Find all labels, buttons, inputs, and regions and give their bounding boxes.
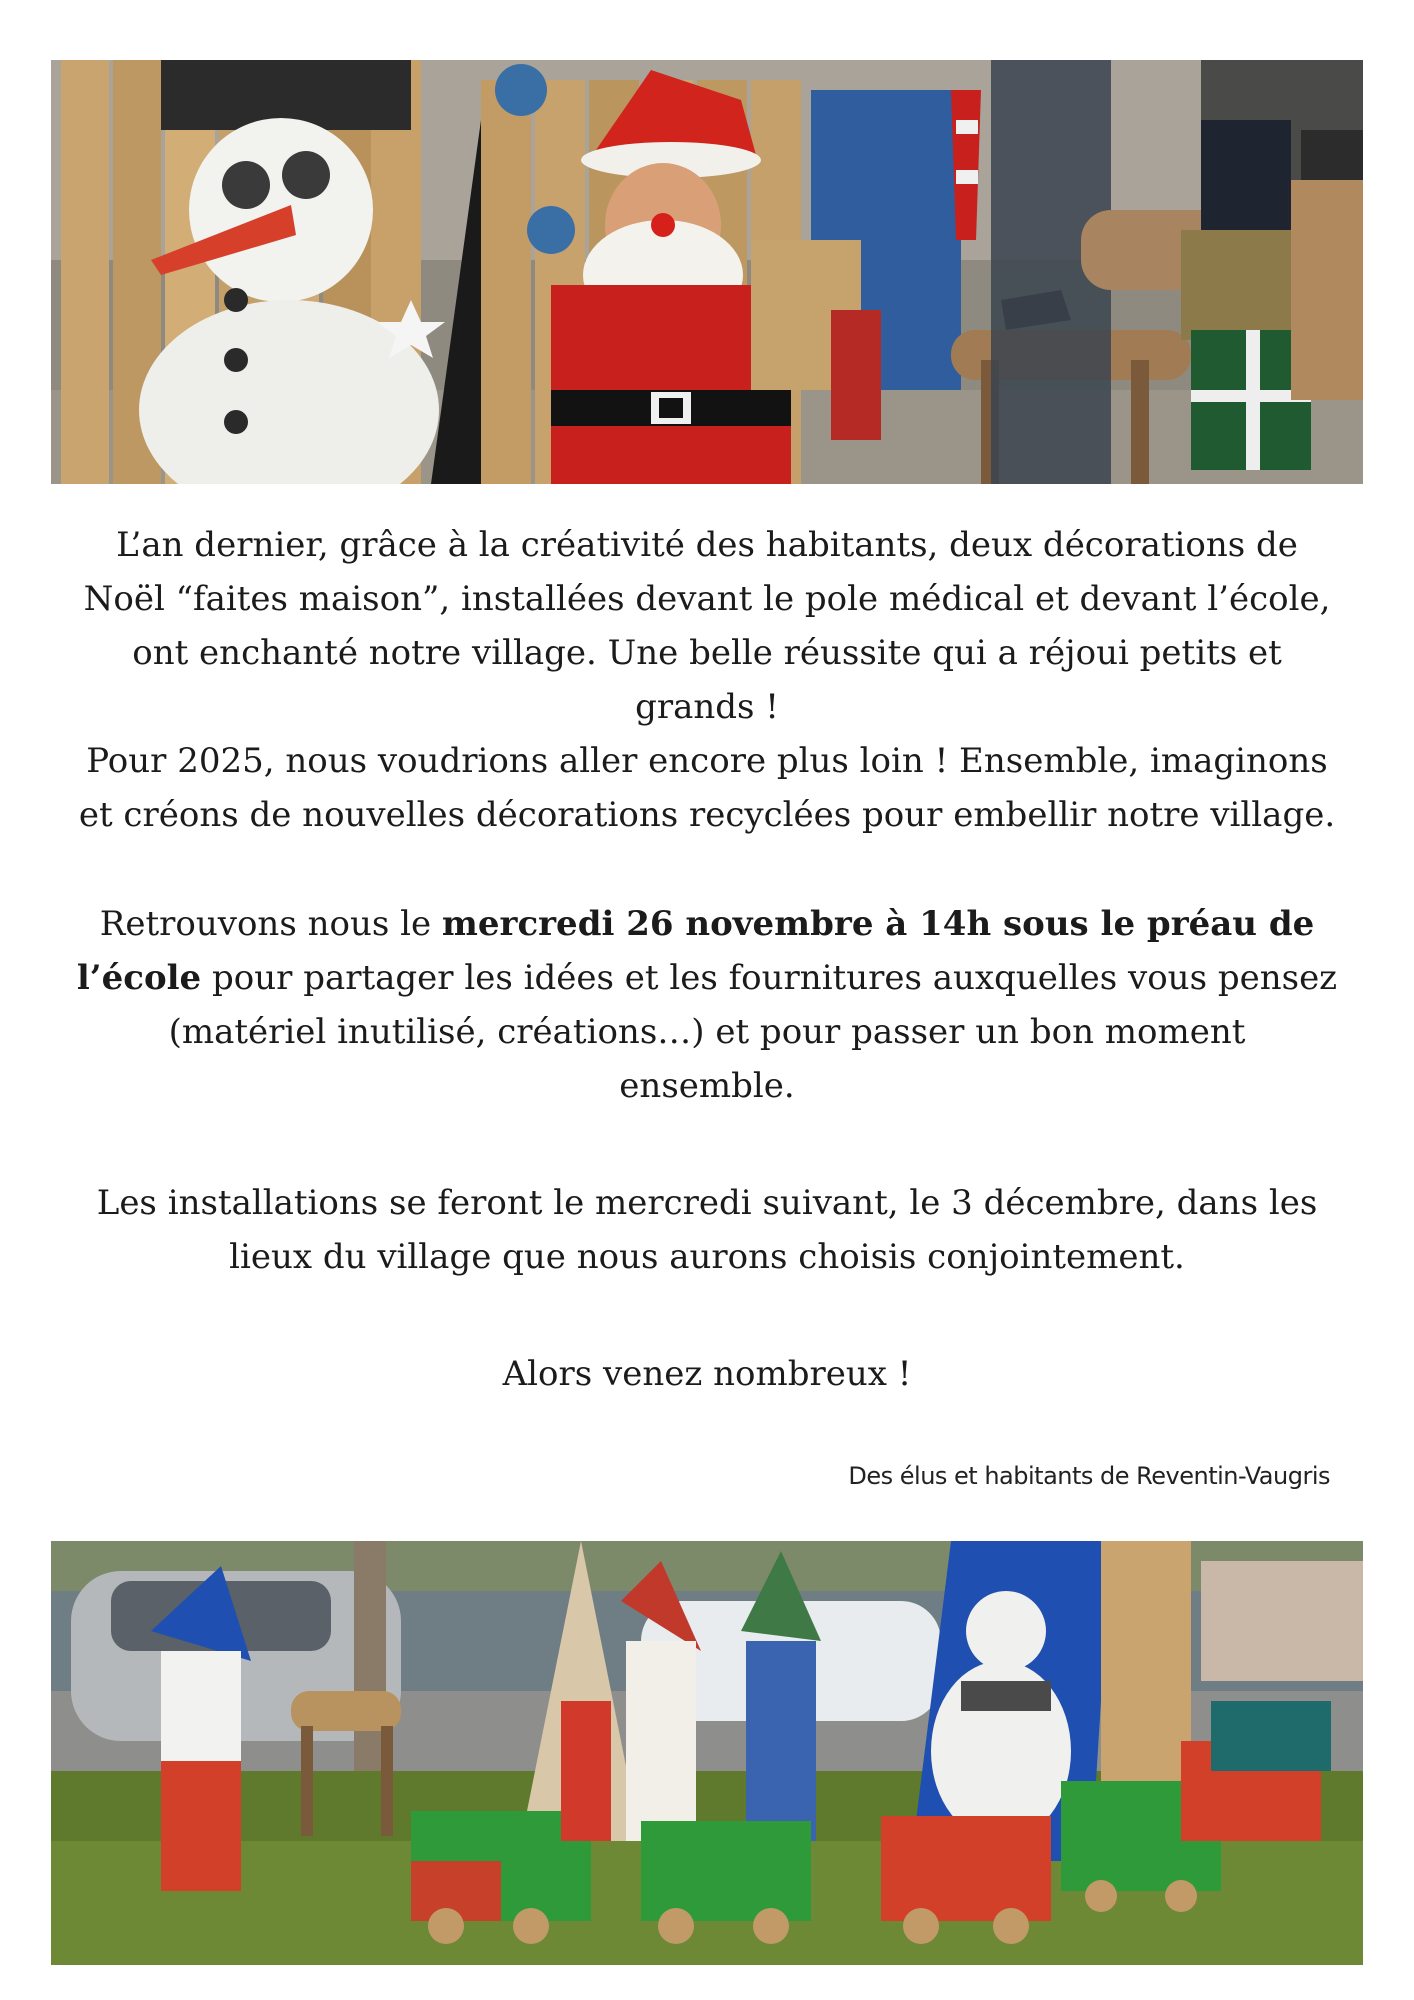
signature: Des élus et habitants de Reventin-Vaugris [848,1462,1330,1490]
install-paragraph [51,1176,1363,1284]
photo-bottom-outdoor-decorations [51,1541,1363,1965]
meeting-line-1 [51,897,1363,951]
install-line-2: lieux du village que nous aurons choisis conjointement. [229,1237,1185,1277]
intro-line-2: Noël “faites maison”, installées devant le pole médical et devant l’école, [83,579,1331,619]
photo-top-pallet-decorations [51,60,1363,484]
intro-paragraph [51,518,1363,842]
meeting-rest: pour partager les idées et les fournitures auxquelles vous pensez [201,958,1338,998]
intro-line-5: Pour 2025, nous voudrions aller encore plus loin ! Ensemble, imaginons [86,741,1328,781]
closing-paragraph [51,1347,1363,1401]
install-line-1: Les installations se feront le mercredi suivant, le 3 décembre, dans les [96,1183,1318,1223]
meeting-date-place: mercredi 26 novembre à 14h sous le préau de [441,904,1315,944]
photo-top-illustration [51,60,1363,484]
intro-line-4: grands ! [635,687,779,727]
intro-line-3: ont enchanté notre village. Une belle réussite qui a réjoui petits et [132,633,1282,673]
intro-line-6: et créons de nouvelles décorations recyclées pour embellir notre village. [78,795,1336,835]
closing-line: Alors venez nombreux ! [502,1354,912,1394]
meeting-line-2 [51,951,1363,1005]
meeting-paragraph [51,897,1363,1113]
photo-bottom-illustration [51,1541,1363,1965]
meeting-school: l’école [76,958,202,998]
snowman-pallet [61,60,445,484]
meeting-line-4: ensemble. [619,1066,795,1106]
meeting-line-3: (matériel inutilisé, créations…) et pour passer un bon moment [168,1012,1246,1052]
meeting-prefix: Retrouvons nous le [99,904,442,944]
intro-line-1: L’an dernier, grâce à la créativité des habitants, deux décorations de [116,525,1298,565]
